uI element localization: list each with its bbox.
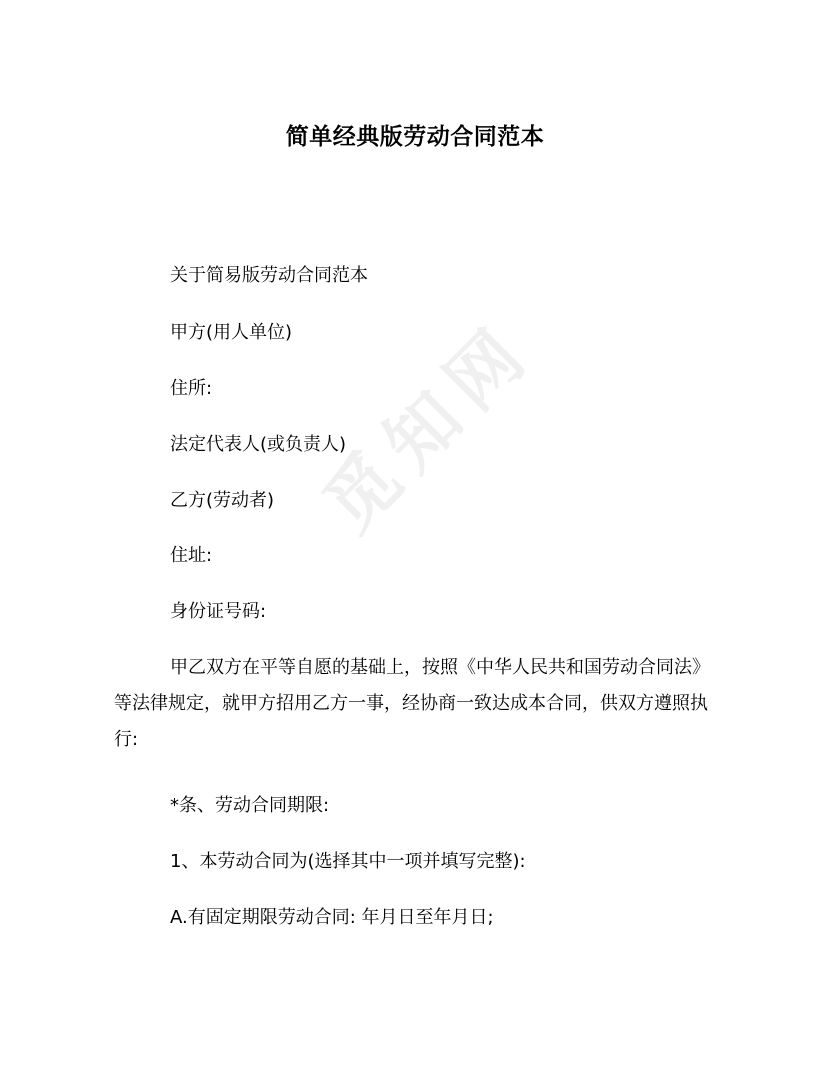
legal-representative-line: 法定代表人(或负责人) [170, 434, 347, 455]
address-line: 住址: [170, 545, 213, 566]
document-title: 简单经典版劳动合同范本 [285, 124, 545, 150]
residence-line: 住所: [170, 378, 213, 399]
id-number-line: 身份证号码: [170, 601, 267, 622]
subtitle-line: 关于简易版劳动合同范本 [170, 265, 368, 286]
party-b-line: 乙方(劳动者) [170, 490, 275, 511]
article-1-heading: *条、劳动合同期限: [170, 795, 330, 816]
intro-paragraph: 甲乙双方在平等自愿的基础上，按照《中华人民共和国劳动合同法》等法律规定，就甲方招用乙方一事，经协商一致达成本合同，供双方遵照执行: [114, 657, 710, 750]
option-a-line: A.有固定期限劳动合同: 年月日至年月日; [170, 907, 494, 928]
clause-1-line: 1、本劳动合同为(选择其中一项并填写完整): [170, 851, 526, 872]
party-a-line: 甲方(用人单位) [170, 322, 293, 343]
watermark: 觅知网 [307, 305, 550, 548]
